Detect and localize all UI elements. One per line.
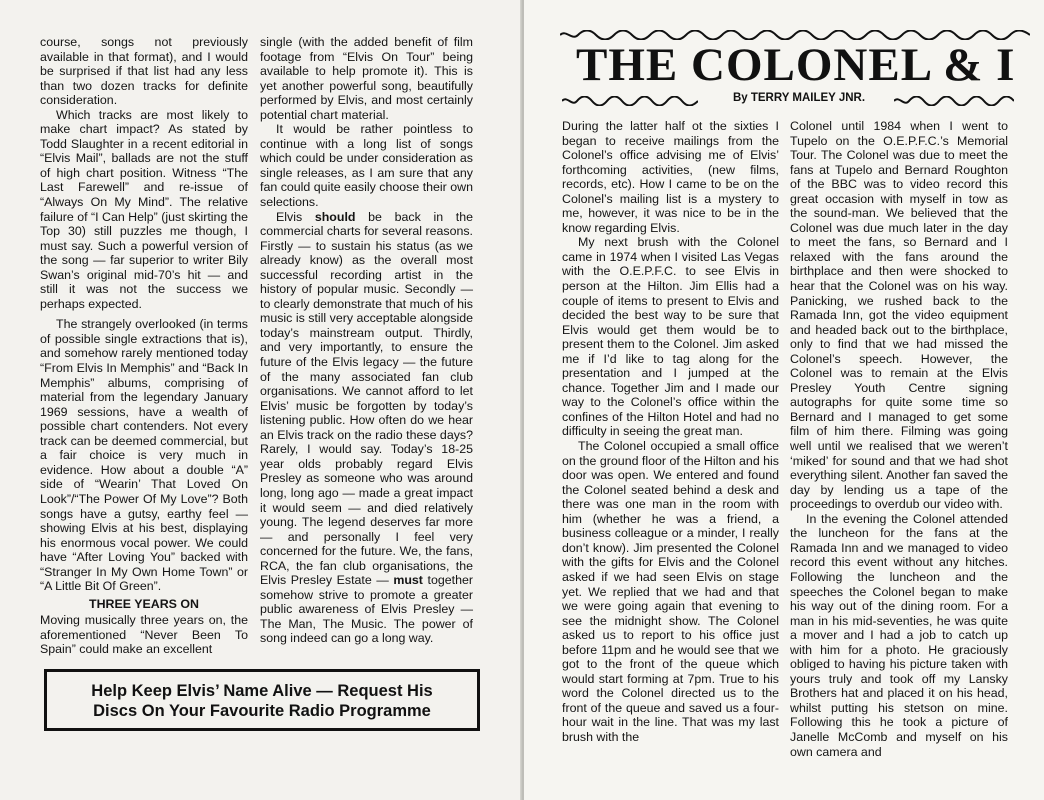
emphasis: must bbox=[393, 573, 423, 588]
article-title: THE COLONEL & I bbox=[576, 39, 1016, 91]
emphasis: should bbox=[314, 209, 356, 224]
paragraph: Which tracks are most likely to make chart impact? As stated by Todd Slaughter in a recent editorial in “Elvis Mail”, ballads are not the stuff of high chart position. Witness “The Last Farewell” and re-issue of “Always On My Mind”. The relative failure of “I Can Help” (just skirting the Top 30) still puzzles me though, I must say. Such a powerful version of the song — far superior to writer Bily Swan’s original mid-70’s hit — and still it was not the success we perhaps expected. bbox=[40, 107, 248, 311]
byline: By TERRY MAILEY JNR. bbox=[732, 92, 866, 104]
paragraph: During the latter half ot the sixties I began to receive mailings from the Colonel’s office advising me of Elvis’ forthcoming activities, (new films, records, etc). How I came to be on the Colonel’s mailing list is a mystery to me, however, it was nice to be in the know regarding Elvis. bbox=[562, 119, 779, 235]
text-run: Elvis bbox=[276, 209, 315, 224]
flourish-left bbox=[562, 96, 698, 106]
paragraph: The Colonel occupied a small office on the ground floor of the Hilton and his door was open. We entered and found the Colonel seated behind a desk and there was one man in the room with him (whether he was a friend, a business colleague or a minder, I really don’t know). Jim presented the Colonel with the gifts for Elvis and the Colonel asked if we had seen Elvis on stage yet. We replied that we had and that we were going again that evening to see the midnight show. The Colonel asked us to report to his office just before 11pm and he would see that we got to the front of the queue which would start forming at 7pm. True to his word the Colonel directed us to the front of the queue and saved us a four-hour wait in the line. That was my last brush with the bbox=[562, 439, 779, 744]
paragraph bbox=[260, 210, 473, 646]
right-column-1 bbox=[562, 119, 779, 745]
section-heading: THREE YEARS ON bbox=[89, 596, 199, 611]
right-page bbox=[524, 0, 1044, 800]
left-column-2 bbox=[260, 35, 473, 646]
paragraph: Colonel until 1984 when I went to Tupelo on the O.E.P.F.C.’s Memorial Tour. The Colonel was due to meet the fans at Tupelo and Bernard Roughton of the BBC was to video record this great occasion with myself in tow as the sound-man. We believed that the Colonel was due much later in the day to meet the fans, so Bernard and I relaxed with the fans around the birthplace and then were shocked to hear that the Colonel was on his way. Panicking, we rushed back to the Ramada Inn, got the video equipment and headed back out to the birthplace, only to find that we had missed the Colonel’s speech. However, the Colonel was to remain at the Elvis Presley Youth Centre signing autographs for quite some time so Bernard and I managed to get some film of him there. Filming was going well until we realised that we weren’t ‘miked’ for sound and that we had shot everything silent. Another fan saved the day by lending us a tape of the proceedings to overdub our video with. bbox=[790, 119, 1008, 512]
paragraph: course, songs not previously available in that format), and I would be surprised if that list had any less than two dozen tracks for definite consideration. bbox=[40, 35, 248, 108]
paragraph: The strangely overlooked (in terms of possible single extractions that is), and somehow rarely mentioned today “From Elvis In Memphis” and “Back In Memphis” albums, comprising of material from the legendary January 1969 sessions, have a wealth of possible chart contenders. Not every track can be deemed commercial, but a fair choice is very much in evidence. How about a double “A” side of “Wearin’ That Loved On Look”/“The Power Of My Love”? Both songs have a gutsy, earthy feel — showing Elvis at his best, displaying his enormous vocal power. We could have “After Loving You” backed with “Stranger In My Own Home Town” or “A Little Bit Of Green”. bbox=[40, 317, 248, 594]
paragraph: In the evening the Colonel attended the luncheon for the fans at the Ramada Inn and we managed to video record this event without any hitches. Following the luncheon and the speeches the Colonel began to make his way out of the dining room. For a man in his mid-seventies, he was quite a mover and I had a job to catch up with him for a photo. He graciously obliged to having his picture taken with yours truly and took off my Lansky Brothers hat and placed it on his head, whilst putting his stetson on mine. Following this he took a picture of Janelle McComb and myself on his own camera and bbox=[790, 511, 1008, 759]
right-column-2 bbox=[790, 119, 1008, 759]
left-column-1 bbox=[40, 35, 248, 657]
promo-line: Discs On Your Favourite Radio Programme bbox=[93, 702, 431, 720]
paragraph: single (with the added benefit of film footage from “Elvis On Tour” being available to help promote it). This is yet another powerful song, beautifully performed by Elvis, and most certainly potential chart material. bbox=[260, 35, 473, 122]
text-run: together somehow strive to promote a greater public awareness of Elvis Presley — The Man, The Music. The power of song indeed can go a long way. bbox=[260, 573, 473, 646]
paragraph: My next brush with the Colonel came in 1974 when I visited Las Vegas with the O.E.P.F.C. to see Elvis in person at the Hilton. Jim Ellis had a couple of items to present to Elvis and decided the best way to be sure that Elvis would get them would be to present them to the Colonel. Jim asked me if I’d like to tag along for the presentation and I jumped at the chance. Together Jim and I made our way to the Colonel’s office within the confines of the Hilton Hotel and had no difficulty in seeing the great man. bbox=[562, 235, 779, 439]
paragraph: It would be rather pointless to continue with a long list of songs which could be under consideration as single releases, as I am sure that any fan could quite easily choose their own selections. bbox=[260, 122, 473, 210]
flourish-right bbox=[894, 96, 1014, 106]
promo-box bbox=[44, 669, 480, 731]
text-run: be back in the commercial charts for several reasons. Firstly — to sustain his status (as we already know) as the overall most successful recording artist in the history of popular music. Secondly — to clearly demonstrate that much of his music is still very acceptable alongside today’s mainstream output. Thirdly, and very importantly, to ensure the future of the Elvis legacy — the future of the many associated fan club organisations. We cannot afford to let Elvis’ music be forgotten by today’s listening public. How often do we hear an Elvis track on the radio these days? Rarely, I would say. Today’s 18-25 year olds probably regard Elvis Presley as someone who was around long, long ago — made a great impact it would seem — and died relatively young. The legend deserves far more — and personally I feel very concerned for the future. We, the fans, RCA, the fan club organisations, the Elvis Presley Estate — bbox=[260, 209, 473, 588]
paragraph: Moving musically three years on, the aforementioned “Never Been To Spain” could make an excellent bbox=[40, 613, 248, 657]
promo-line: Help Keep Elvis’ Name Alive — Request His bbox=[91, 682, 433, 700]
